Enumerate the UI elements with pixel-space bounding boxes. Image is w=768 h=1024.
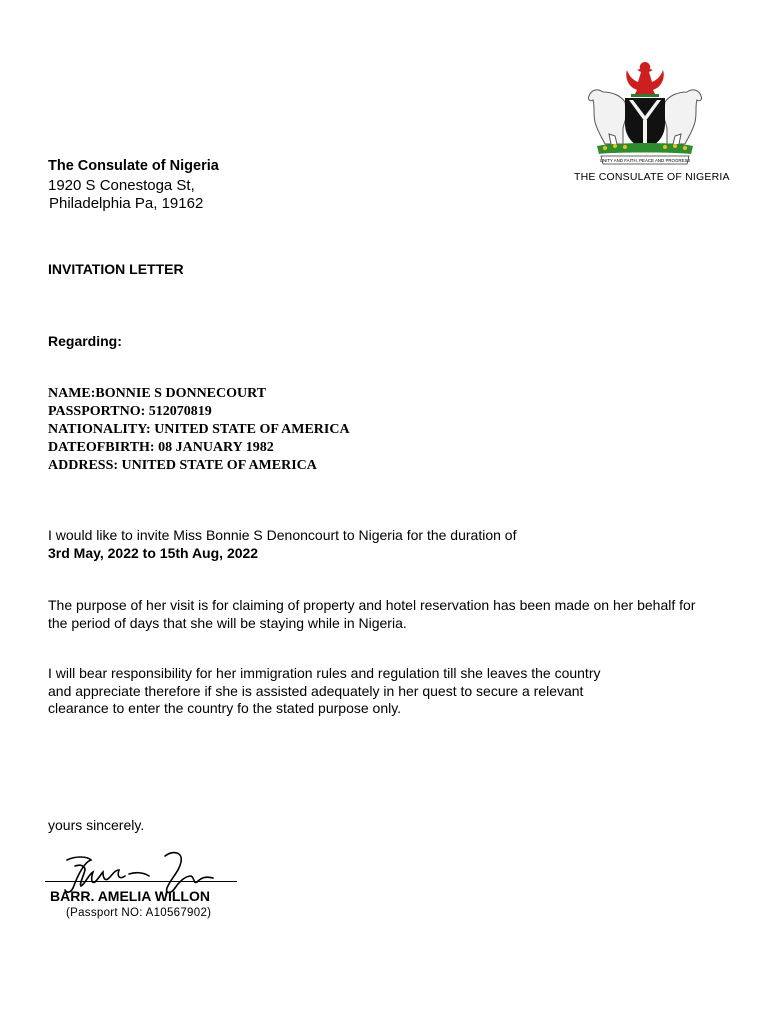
responsibility-line-2: and appreciate therefore if she is assisted adequately in her quest to secure a relevant bbox=[48, 682, 584, 699]
sender-address-line2: Philadelphia Pa, 19162 bbox=[49, 195, 204, 212]
detail-name: NAME:BONNIE S DONNECOURT bbox=[48, 386, 267, 401]
detail-nationality: NATIONALITY: UNITED STATE OF AMERICA bbox=[48, 422, 350, 437]
sender-address-line1: 1920 S Conestoga St, bbox=[48, 177, 195, 194]
coat-of-arms-icon bbox=[575, 58, 715, 170]
detail-passport: PASSPORTNO: 512070819 bbox=[48, 404, 212, 419]
shield-icon bbox=[625, 98, 665, 150]
letter-title: INVITATION LETTER bbox=[48, 261, 184, 277]
motto-text: UNITY AND FAITH, PEACE AND PROGRESS bbox=[599, 158, 691, 163]
detail-address: ADDRESS: UNITED STATE OF AMERICA bbox=[48, 458, 317, 473]
visit-duration: 3rd May, 2022 to 15th Aug, 2022 bbox=[48, 544, 259, 561]
responsibility-line-3: clearance to enter the country fo the stated purpose only. bbox=[48, 700, 402, 716]
sender-name: The Consulate of Nigeria bbox=[48, 158, 219, 174]
purpose-line-2: the period of days that she will be staying while in Nigeria. bbox=[48, 614, 407, 631]
invitation-paragraph bbox=[48, 527, 516, 562]
invitation-text: I would like to invite Miss Bonnie S Denoncourt to Nigeria for the duration of bbox=[48, 527, 517, 543]
signer-name: BARR. AMELIA WILLON bbox=[50, 888, 210, 904]
detail-date-of-birth: DATEOFBIRTH: 08 JANUARY 1982 bbox=[48, 440, 274, 455]
eagle-icon bbox=[626, 62, 664, 97]
crest-caption: THE CONSULATE OF NIGERIA bbox=[574, 171, 730, 183]
closing-salutation: yours sincerely. bbox=[48, 817, 145, 833]
signer-passport: (Passport NO: A10567902) bbox=[66, 907, 212, 919]
purpose-line-1: The purpose of her visit is for claiming of property and hotel reservation has been made on her behalf for bbox=[48, 597, 696, 613]
responsibility-paragraph bbox=[48, 665, 600, 718]
grass-base bbox=[597, 143, 693, 154]
regarding-label: Regarding: bbox=[48, 333, 122, 349]
right-horse-icon bbox=[663, 90, 702, 144]
applicant-details bbox=[48, 385, 350, 475]
left-horse-icon bbox=[588, 90, 627, 144]
signature-line bbox=[45, 881, 237, 882]
responsibility-line-1: I will bear responsibility for her immigration rules and regulation till she leaves the country bbox=[48, 665, 601, 681]
purpose-paragraph bbox=[48, 597, 695, 632]
